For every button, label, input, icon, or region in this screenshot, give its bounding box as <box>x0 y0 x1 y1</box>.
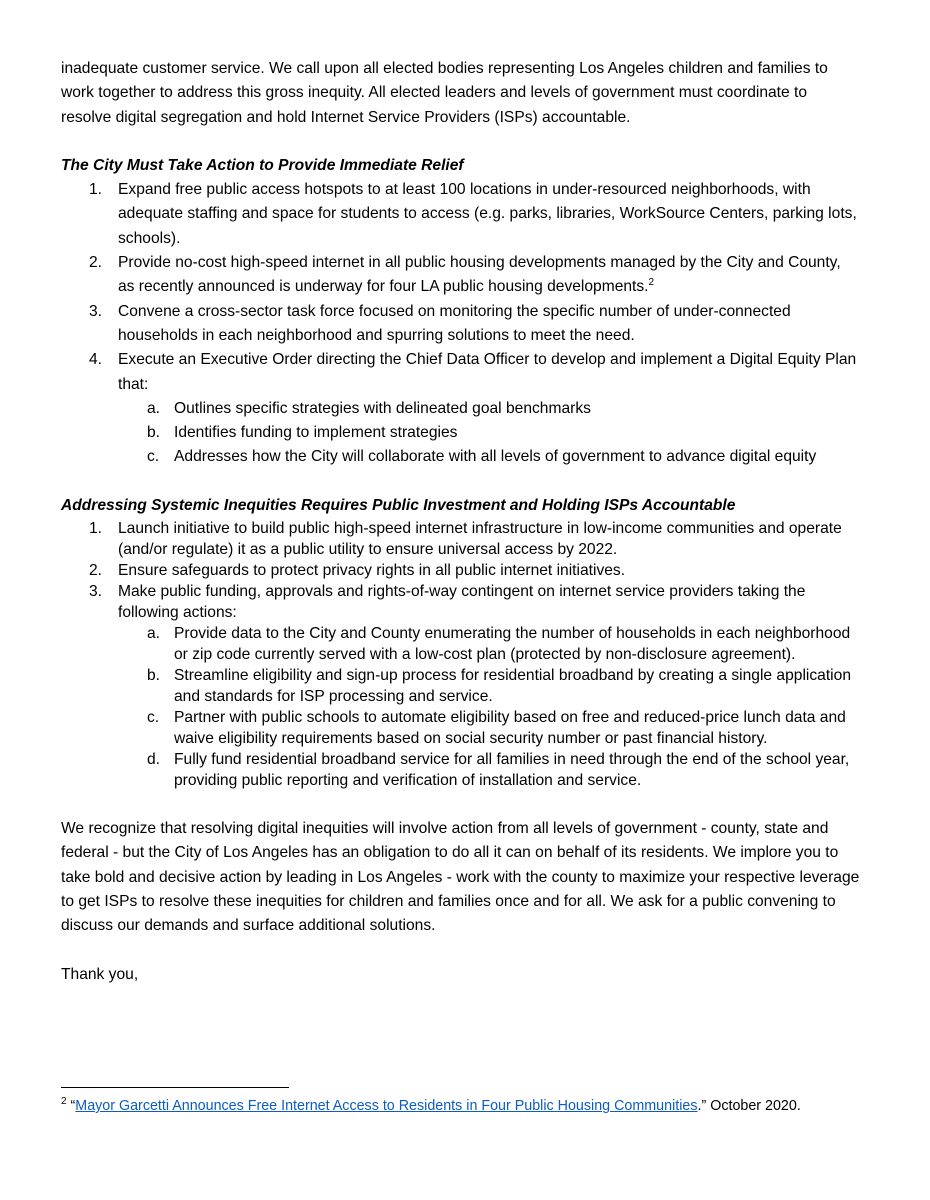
sub-list-item: b. Identifies funding to implement strategies <box>147 424 458 442</box>
signoff: Thank you, <box>61 965 139 983</box>
section1-heading: The City Must Take Action to Provide Immediate Relief <box>61 156 464 174</box>
sub-list-item: a. Outlines specific strategies with delineated goal benchmarks <box>147 399 591 417</box>
list-item: 1. Launch initiative to build public high-speed internet infrastructure in low-income communities and operate (and/or regulate) it as a public utility to ensure universal access by 2022. <box>89 520 842 559</box>
letter-body <box>61 57 861 987</box>
closing-paragraph: We recognize that resolving digital inequities will involve action from all levels of government - county, state and federal - but the City of Los Angeles has an obligation to do all it can on behalf of its residents. We implore you to take bold and decisive action by leading in Los Angeles - work with the county to maximize your respective leverage to get ISPs to resolve these inequities for children and families once and for all. We ask for a public convening to discuss our demands and surface additional solutions. <box>61 820 860 935</box>
sub-list-item: d. Fully fund residential broadband service for all families in need through the end of the school year, providing public reporting and verification of installation and service. <box>147 751 850 790</box>
sub-list-item: a. Provide data to the City and County enumerating the number of households in each neighborhood or zip code currently served with a low-cost plan (protected by non-disclosure agreement). <box>147 625 851 664</box>
list-item: 4. Execute an Executive Order directing the Chief Data Officer to develop and implement a Digital Equity Plan that: <box>89 351 857 393</box>
footnote-separator <box>61 1087 289 1088</box>
sub-list-item: c. Partner with public schools to automate eligibility based on free and reduced-price lunch data and waive eligibility requirements based on social security number or past financial history. <box>147 709 846 748</box>
footnote-marker: 2 <box>61 1096 67 1108</box>
footnote-ref: 2 <box>648 277 655 289</box>
list-item: 3. Make public funding, approvals and rights-of-way contingent on internet service providers taking the following actions: <box>89 583 806 622</box>
section2-list <box>61 518 861 791</box>
list-item: 1. Expand free public access hotspots to at least 100 locations in under-resourced neighborhoods, with adequate staffing and space for students to access (e.g. parks, libraries, WorkSource Centers, parking lots, schools). <box>89 181 857 247</box>
sub-list-item: b. Streamline eligibility and sign-up process for residential broadband by creating a single application and standards for ISP processing and service. <box>147 667 851 706</box>
footnote: $^2$ “Mayor Garcetti Announces Free Internet Access to Residents in Four Public Housing Communities.” October 2020. <box>61 1096 801 1114</box>
list-item: 2. Provide no-cost high-speed internet in all public housing developments managed by the City and County, as recently announced is underway for four LA public housing developments.$^2$ <box>89 254 841 296</box>
footnote-link[interactable]: Mayor Garcetti Announces Free Internet Access to Residents in Four Public Housing Communities <box>75 1098 698 1114</box>
intro-paragraph: inadequate customer service. We call upon all elected bodies representing Los Angeles children and families to work together to address this gross inequity. All elected leaders and levels of government must coordinate to resolve digital segregation and hold Internet Service Providers (ISPs) accountable. <box>61 60 828 126</box>
list-item: 2. Ensure safeguards to protect privacy rights in all public internet initiatives. <box>89 562 626 580</box>
sub-list-item: c. Addresses how the City will collaborate with all levels of government to advance digital equity <box>147 448 817 466</box>
list-item: 3. Convene a cross-sector task force focused on monitoring the specific number of under-connected households in each neighborhood and spurring solutions to meet the need. <box>89 302 791 344</box>
section1-list <box>61 178 861 470</box>
section2-heading: Addressing Systemic Inequities Requires Public Investment and Holding ISPs Accountable <box>61 496 736 514</box>
